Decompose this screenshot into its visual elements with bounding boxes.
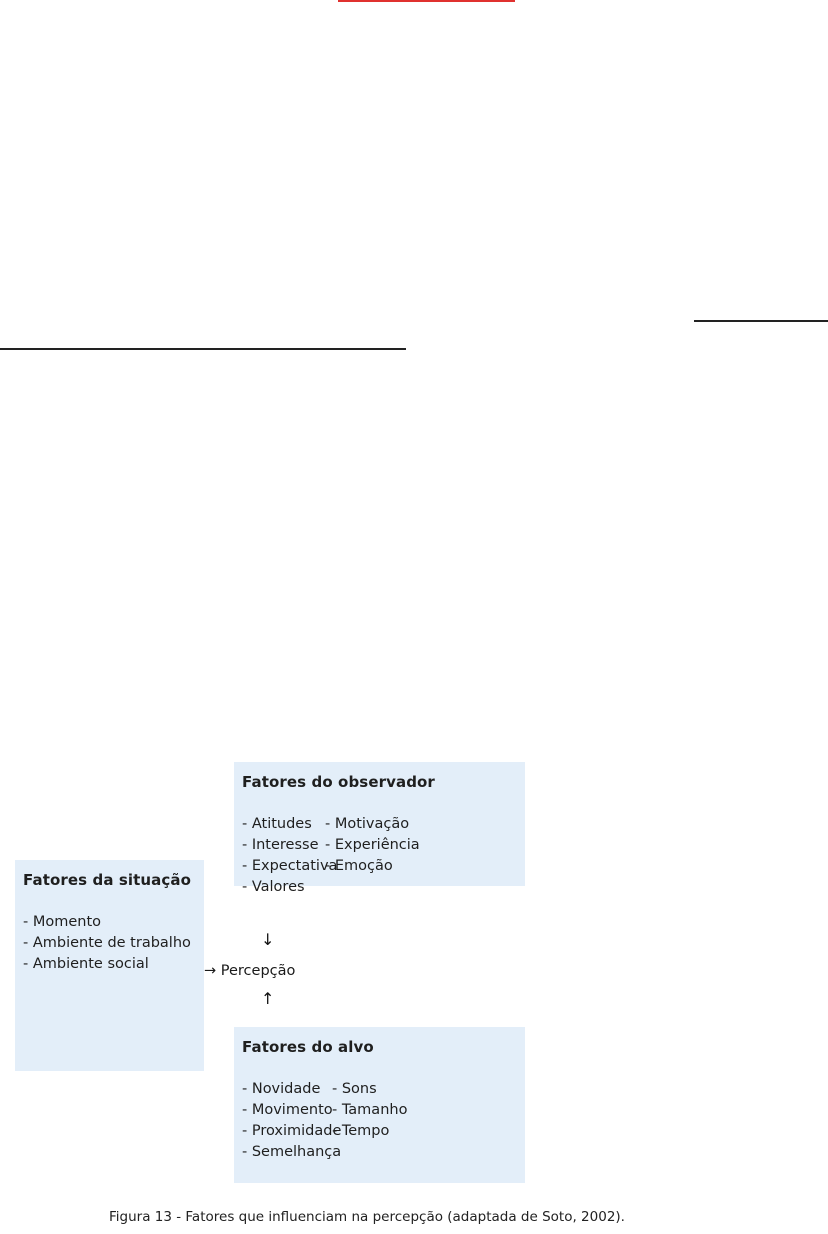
list-item: - Tamanho xyxy=(332,1102,408,1118)
list-item: - Emoção xyxy=(325,858,393,874)
list-item: - Semelhança xyxy=(242,1144,342,1160)
list-item: - Sons xyxy=(332,1081,377,1097)
observer-factors-box xyxy=(234,762,525,895)
list-item: - Motivação xyxy=(325,816,410,832)
arrow-up-icon: ↑ xyxy=(261,989,275,1008)
list-item: - Proximidade xyxy=(242,1123,342,1139)
list-item: - Novidade xyxy=(242,1081,321,1097)
target-factors-title: Fatores do alvo xyxy=(242,1038,374,1056)
situation-factors-title: Fatores da situação xyxy=(23,871,192,889)
list-item: - Ambiente de trabalho xyxy=(23,935,191,951)
perception-label: → Percepção xyxy=(204,963,296,979)
target-factors-box xyxy=(234,1027,525,1183)
list-item: - Valores xyxy=(242,879,305,895)
list-item: - Expectativa xyxy=(242,858,338,874)
red-underline-mark xyxy=(338,0,515,2)
underline-mark xyxy=(0,348,406,350)
list-item: - Momento xyxy=(23,914,102,930)
arrow-down-icon: ↓ xyxy=(261,930,275,949)
list-item: - Experiência xyxy=(325,837,420,853)
observer-factors-col-1 xyxy=(242,814,338,898)
observer-factors-title: Fatores do observador xyxy=(242,773,435,791)
observer-factors-col-2 xyxy=(325,814,517,898)
list-item: - Movimento xyxy=(242,1102,333,1118)
figure-caption: Figura 13 - Fatores que influenciam na percepção (adaptada de Soto, 2002). xyxy=(109,1209,625,1225)
list-item: - Atitudes xyxy=(242,816,312,832)
list-item: - Ambiente social xyxy=(23,956,149,972)
target-factors-col-1 xyxy=(242,1079,342,1163)
list-item: - Interesse xyxy=(242,837,319,853)
underline-mark xyxy=(694,320,828,322)
situation-factors-box xyxy=(15,860,204,1071)
target-factors-col-2 xyxy=(332,1079,517,1163)
list-item: - Tempo xyxy=(332,1123,390,1139)
